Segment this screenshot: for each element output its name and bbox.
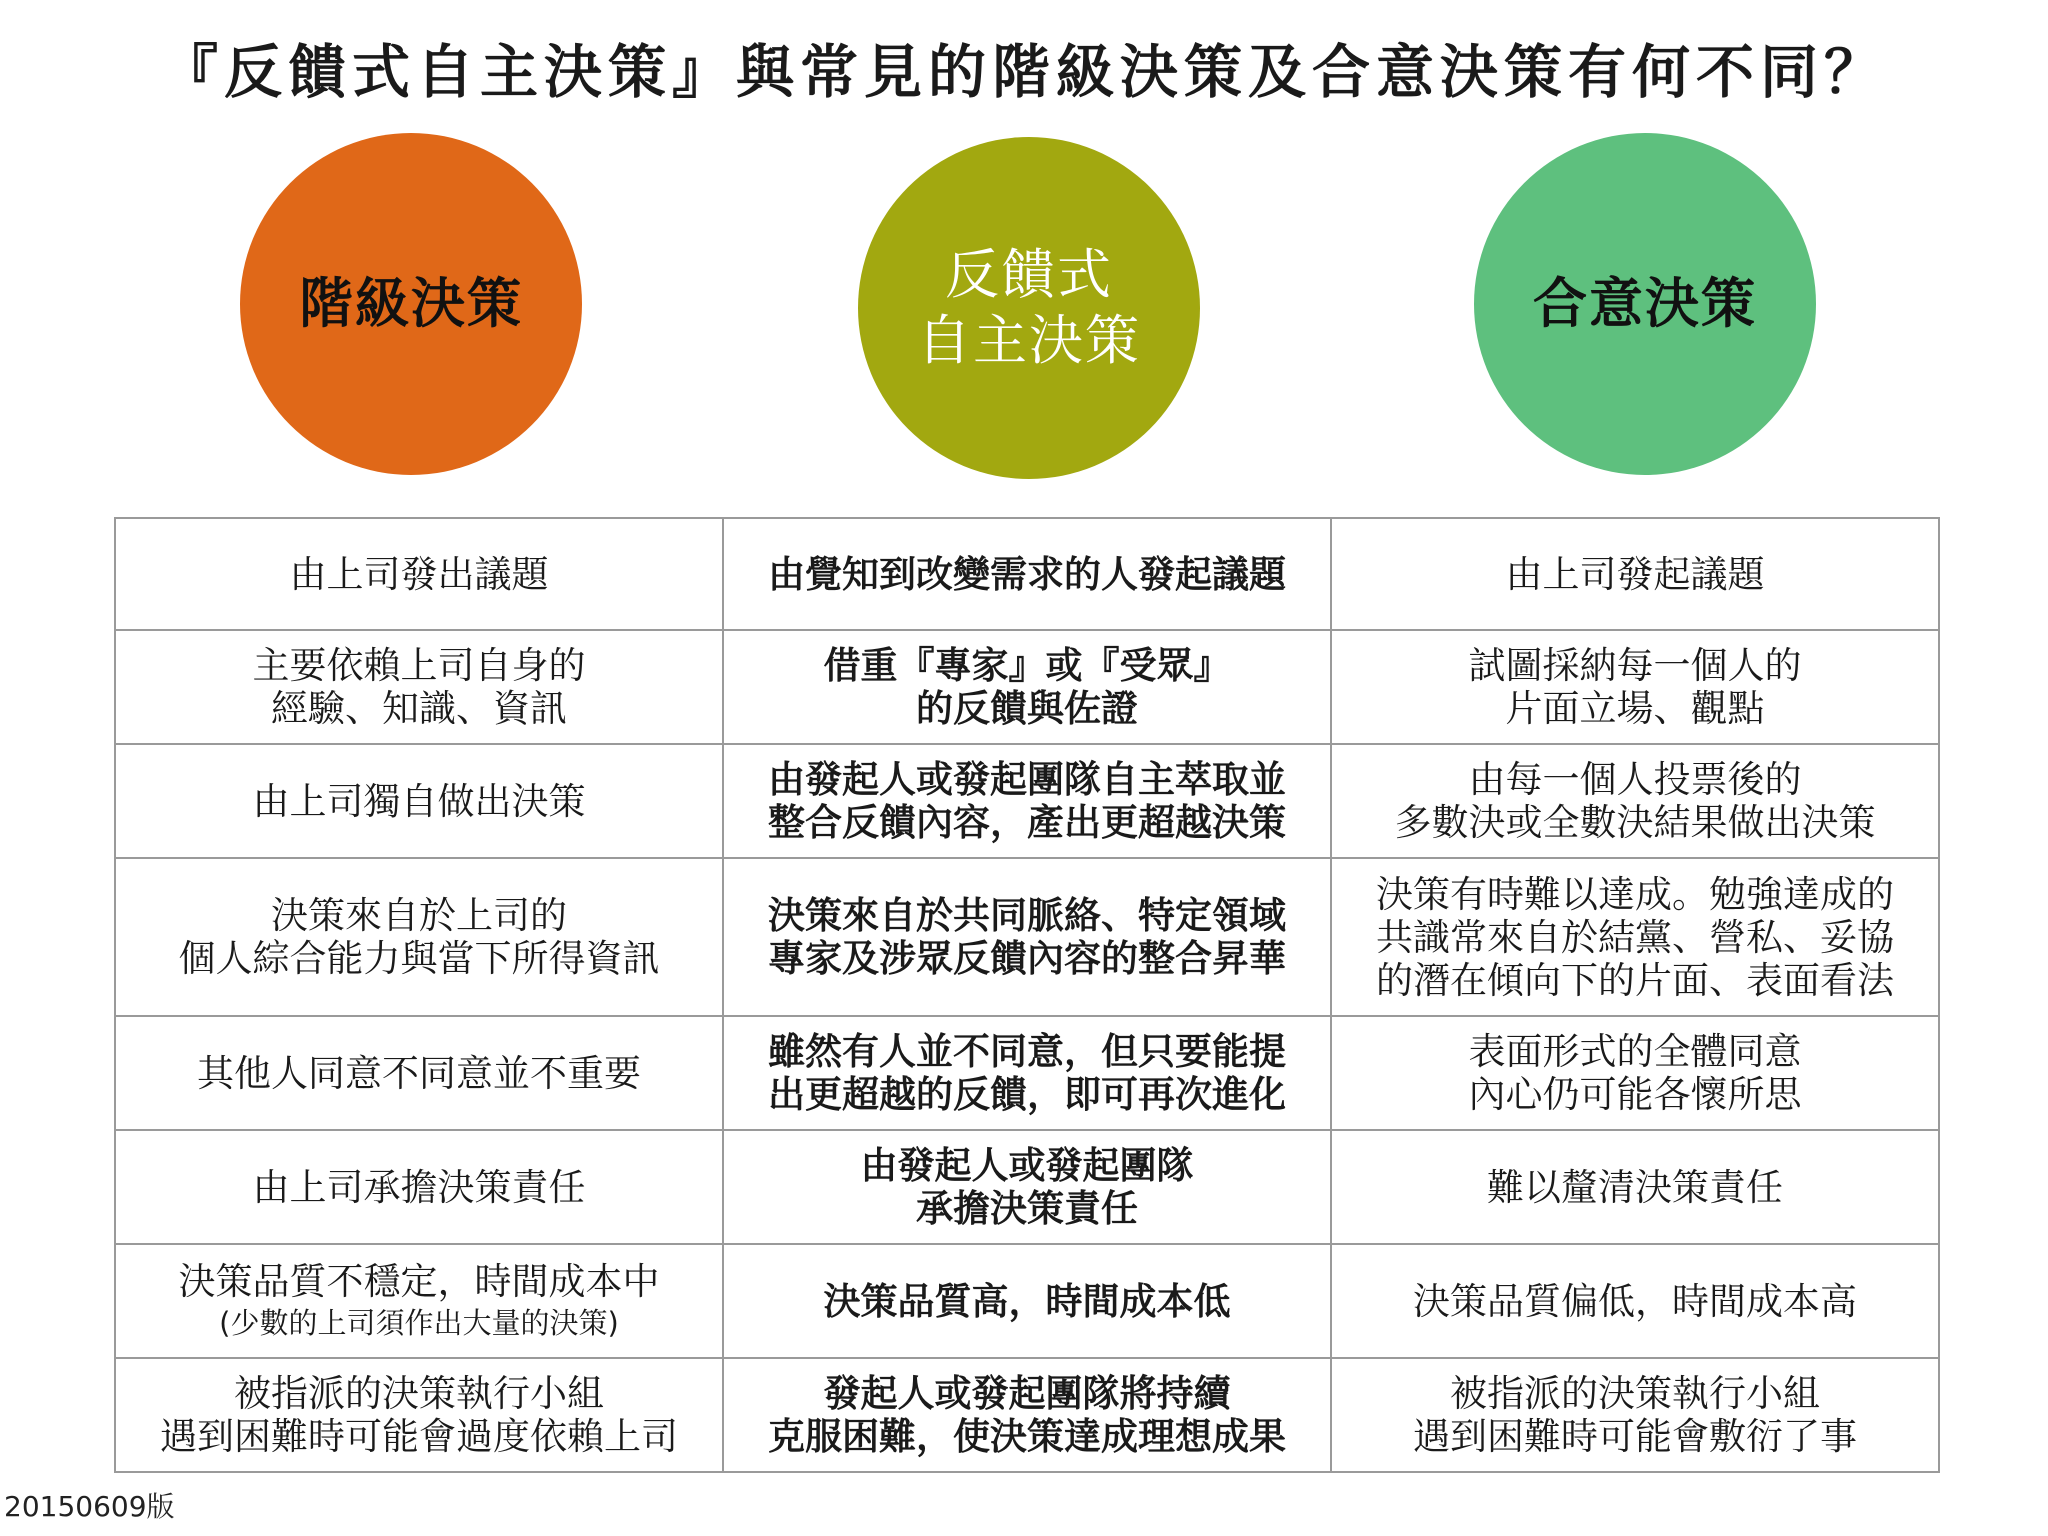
table-cell-feedback <box>723 518 1331 630</box>
cell-text-line: 出更超越的反饋，即可再次進化 <box>768 1073 1286 1116</box>
comparison-table <box>114 517 1940 1473</box>
circle-label-line: 反饋式 <box>945 243 1113 306</box>
cell-text-line: 的潛在傾向下的片面、表面看法 <box>1376 958 1894 1002</box>
table-cell-feedback <box>723 630 1331 744</box>
table-cell-feedback <box>723 744 1331 858</box>
page-title: 『反饋式自主決策』與常見的階級決策及合意決策有何不同？ <box>159 38 1888 106</box>
cell-text-line: 由上司發起議題 <box>1505 552 1765 596</box>
cell-text-line: 遇到困難時可能會過度依賴上司 <box>160 1415 678 1458</box>
cell-text-line: 試圖採納每一個人的 <box>1468 644 1802 687</box>
table-cell-hierarchical <box>115 1244 723 1358</box>
circle-label-line: 階級決策 <box>299 272 523 335</box>
cell-text-line: 其他人同意不同意並不重要 <box>197 1051 641 1095</box>
cell-text-line: 難以釐清決策責任 <box>1487 1165 1783 1209</box>
circle-label-line: 合意決策 <box>1533 272 1757 335</box>
cell-text-line: 經驗、知識、資訊 <box>271 687 567 730</box>
cell-text-line: 個人綜合能力與當下所得資訊 <box>178 937 660 980</box>
table-cell-hierarchical <box>115 630 723 744</box>
table-cell-consensus <box>1331 1244 1939 1358</box>
cell-text-line: 遇到困難時可能會敷衍了事 <box>1413 1415 1857 1458</box>
table-cell-feedback <box>723 1130 1331 1244</box>
cell-text-line: 決策品質偏低，時間成本高 <box>1413 1279 1857 1323</box>
table-cell-consensus <box>1331 630 1939 744</box>
table-cell-consensus <box>1331 744 1939 858</box>
table-cell-consensus <box>1331 1358 1939 1472</box>
cell-text-line: 借重『專家』或『受眾』 <box>823 644 1231 687</box>
table-row <box>115 518 1939 630</box>
table-row <box>115 858 1939 1016</box>
cell-text-line: 共識常來自於結黨、營私、妥協 <box>1376 915 1894 959</box>
cell-text-line: 決策來自於共同脈絡、特定領域 <box>768 894 1286 937</box>
cell-text-line: 承擔決策責任 <box>916 1187 1138 1230</box>
cell-text-line: 由上司獨自做出決策 <box>252 779 586 823</box>
cell-text-line: 由發起人或發起團隊 <box>860 1144 1194 1187</box>
cell-text-line: 由覺知到改變需求的人發起議題 <box>768 552 1286 596</box>
table-cell-consensus <box>1331 518 1939 630</box>
table-row <box>115 1016 1939 1130</box>
cell-text-line: 決策品質不穩定，時間成本中 <box>178 1259 660 1303</box>
cell-text-line: 被指派的決策執行小組 <box>234 1372 604 1415</box>
table-cell-feedback <box>723 1016 1331 1130</box>
cell-text-line: 主要依賴上司自身的 <box>252 644 586 687</box>
cell-text-line: 發起人或發起團隊將持續 <box>823 1372 1231 1415</box>
table-cell-consensus <box>1331 1016 1939 1130</box>
table-cell-hierarchical <box>115 1016 723 1130</box>
version-label: 20150609版 <box>4 1490 175 1523</box>
cell-text-line: (少數的上司須作出大量的決策) <box>219 1305 619 1340</box>
table-cell-consensus <box>1331 858 1939 1016</box>
cell-text-line: 由上司發出議題 <box>289 552 549 596</box>
cell-text-line: 由每一個人投票後的 <box>1468 758 1802 801</box>
table-row <box>115 1130 1939 1244</box>
table-cell-hierarchical <box>115 1358 723 1472</box>
cell-text-line: 決策品質高，時間成本低 <box>823 1279 1231 1323</box>
cell-text-line: 克服困難，使決策達成理想成果 <box>768 1415 1286 1458</box>
cell-text-line: 片面立場、觀點 <box>1505 687 1765 730</box>
cell-text-line: 內心仍可能各懷所思 <box>1468 1073 1802 1116</box>
hierarchical-decision-circle <box>240 133 582 475</box>
table-cell-hierarchical <box>115 858 723 1016</box>
cell-text-line: 決策來自於上司的 <box>271 894 567 937</box>
cell-text-line: 專家及涉眾反饋內容的整合昇華 <box>768 937 1286 980</box>
table-cell-feedback <box>723 1244 1331 1358</box>
cell-text-line: 決策有時難以達成。勉強達成的 <box>1376 872 1894 916</box>
cell-text-line: 由上司承擔決策責任 <box>252 1165 586 1209</box>
table-row <box>115 630 1939 744</box>
table-row <box>115 1244 1939 1358</box>
table-cell-hierarchical <box>115 518 723 630</box>
cell-text-line: 整合反饋內容，產出更超越決策 <box>768 801 1286 844</box>
cell-text-line: 表面形式的全體同意 <box>1468 1030 1802 1073</box>
table-cell-hierarchical <box>115 1130 723 1244</box>
cell-text-line: 由發起人或發起團隊自主萃取並 <box>768 758 1286 801</box>
consensus-decision-circle <box>1474 133 1816 475</box>
cell-text-line: 的反饋與佐證 <box>916 687 1138 730</box>
table-row <box>115 744 1939 858</box>
table-cell-hierarchical <box>115 744 723 858</box>
table-row <box>115 1358 1939 1472</box>
table-cell-feedback <box>723 1358 1331 1472</box>
cell-text-line: 被指派的決策執行小組 <box>1450 1372 1820 1415</box>
circle-label-line: 自主決策 <box>917 309 1141 372</box>
feedback-autonomous-decision-circle <box>858 137 1200 479</box>
cell-text-line: 雖然有人並不同意，但只要能提 <box>768 1030 1286 1073</box>
cell-text-line: 多數決或全數決結果做出決策 <box>1394 801 1876 844</box>
table-cell-feedback <box>723 858 1331 1016</box>
table-cell-consensus <box>1331 1130 1939 1244</box>
